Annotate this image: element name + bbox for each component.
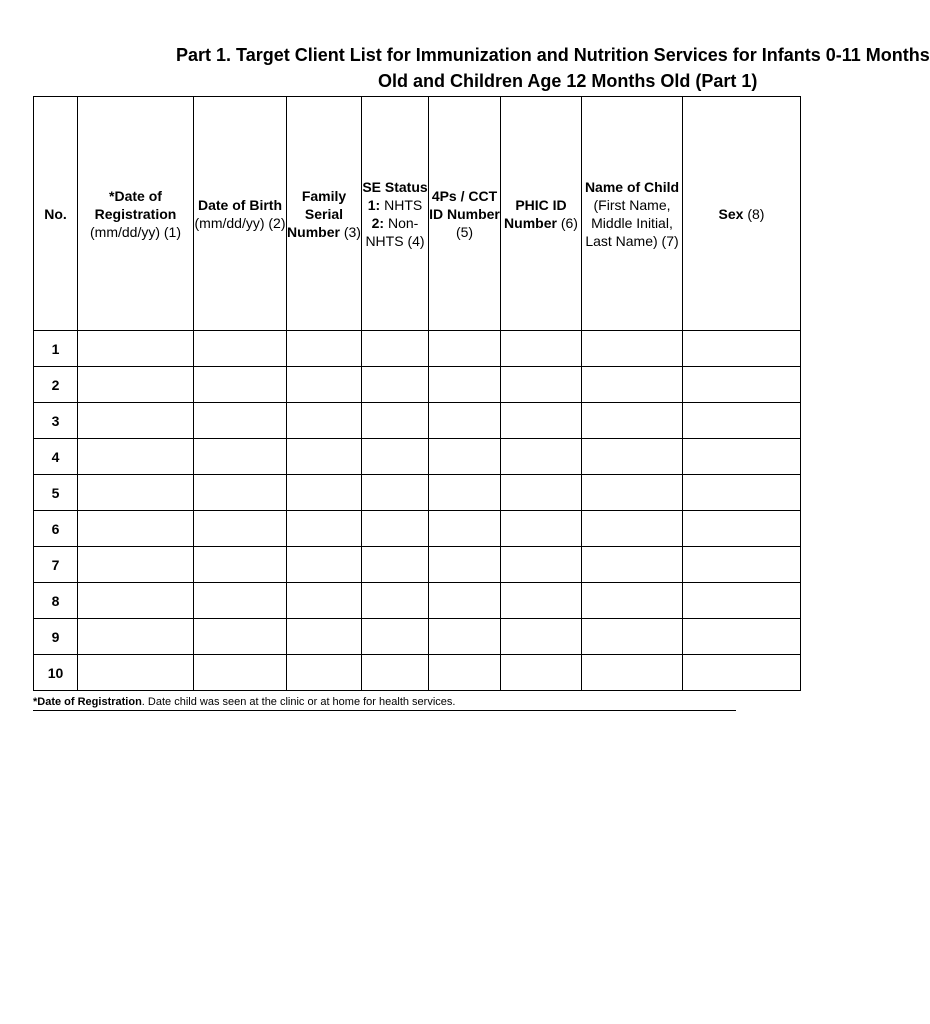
row-number: 7	[34, 547, 78, 583]
row-number: 1	[34, 331, 78, 367]
table-cell[interactable]	[362, 511, 429, 547]
table-cell[interactable]	[429, 511, 501, 547]
table-cell[interactable]	[78, 511, 194, 547]
table-cell[interactable]	[501, 619, 582, 655]
table-row	[34, 655, 801, 691]
column-header-text: SE Status 1:	[362, 178, 428, 213]
table-cell[interactable]	[582, 547, 683, 583]
table-cell[interactable]	[194, 547, 287, 583]
table-cell[interactable]	[501, 583, 582, 619]
table-cell[interactable]	[429, 547, 501, 583]
column-header-text: (5)	[455, 223, 474, 240]
page-title-line-2: Old and Children Age 12 Months Old (Part 1)	[378, 71, 758, 91]
table-cell[interactable]	[194, 511, 287, 547]
table-cell[interactable]	[194, 331, 287, 367]
table-cell[interactable]	[287, 403, 362, 439]
table-cell[interactable]	[287, 619, 362, 655]
column-header-text: (First Name, Middle Initial, Last Name) (7)	[585, 196, 679, 249]
column-header-text: (mm/dd/yy) (2)	[194, 214, 286, 231]
table-cell[interactable]	[78, 619, 194, 655]
table-cell[interactable]	[78, 403, 194, 439]
table-cell[interactable]	[501, 367, 582, 403]
table-row	[34, 439, 801, 475]
column-header-text: (3)	[343, 223, 361, 240]
table-cell[interactable]	[582, 583, 683, 619]
table-cell[interactable]	[501, 331, 582, 367]
table-cell[interactable]	[78, 655, 194, 691]
table-body	[34, 331, 801, 691]
table-row	[34, 475, 801, 511]
table-cell[interactable]	[287, 475, 362, 511]
column-header-text: (8)	[747, 205, 765, 222]
table-cell[interactable]	[683, 583, 801, 619]
table-cell[interactable]	[429, 583, 501, 619]
footnote-label: *Date of Registration	[33, 696, 142, 708]
table-cell[interactable]	[683, 655, 801, 691]
table-cell[interactable]	[501, 547, 582, 583]
table-cell[interactable]	[683, 403, 801, 439]
table-cell[interactable]	[429, 475, 501, 511]
table-cell[interactable]	[683, 475, 801, 511]
table-cell[interactable]	[683, 439, 801, 475]
table-cell[interactable]	[683, 367, 801, 403]
column-header-text: (6)	[560, 214, 578, 231]
table-cell[interactable]	[362, 655, 429, 691]
table-cell[interactable]	[429, 331, 501, 367]
table-cell[interactable]	[78, 475, 194, 511]
column-header-2	[78, 97, 194, 331]
table-cell[interactable]	[287, 655, 362, 691]
column-header-4	[287, 97, 362, 331]
table-cell[interactable]	[362, 583, 429, 619]
table-cell[interactable]	[501, 511, 582, 547]
table-cell[interactable]	[501, 439, 582, 475]
column-header-text: Date of Birth	[198, 196, 282, 213]
row-number: 2	[34, 367, 78, 403]
table-cell[interactable]	[683, 619, 801, 655]
table-cell[interactable]	[287, 583, 362, 619]
footnote	[33, 696, 736, 711]
table-header-row	[34, 97, 801, 331]
row-number: 8	[34, 583, 78, 619]
table-cell[interactable]	[582, 439, 683, 475]
column-header-text: NHTS	[384, 196, 423, 213]
table-cell[interactable]	[194, 619, 287, 655]
table-cell[interactable]	[582, 403, 683, 439]
table-cell[interactable]	[78, 547, 194, 583]
column-header-text: 4Ps / CCT ID Number	[429, 187, 500, 222]
table-cell[interactable]	[78, 367, 194, 403]
table-cell[interactable]	[501, 475, 582, 511]
column-header-text: Name of Child	[584, 178, 680, 195]
column-header-text: (mm/dd/yy) (1)	[90, 223, 181, 240]
table-row	[34, 619, 801, 655]
table-cell[interactable]	[429, 655, 501, 691]
table-cell[interactable]	[362, 439, 429, 475]
table-cell[interactable]	[582, 367, 683, 403]
table-cell[interactable]	[501, 655, 582, 691]
table-cell[interactable]	[362, 403, 429, 439]
row-number: 4	[34, 439, 78, 475]
column-header-5	[362, 97, 429, 331]
table-cell[interactable]	[582, 475, 683, 511]
client-list-table-wrapper	[33, 96, 765, 691]
table-cell[interactable]	[194, 583, 287, 619]
client-list-table	[33, 96, 801, 691]
table-cell[interactable]	[429, 619, 501, 655]
table-row	[34, 367, 801, 403]
column-header-text: No.	[44, 205, 67, 222]
column-header-text: Non-NHTS (4)	[365, 214, 425, 249]
table-cell[interactable]	[501, 403, 582, 439]
table-cell[interactable]	[683, 331, 801, 367]
column-header-text: PHIC ID Number	[504, 196, 567, 231]
column-header-8	[582, 97, 683, 331]
row-number: 9	[34, 619, 78, 655]
table-row	[34, 511, 801, 547]
column-header-9	[683, 97, 801, 331]
table-cell[interactable]	[194, 655, 287, 691]
table-cell[interactable]	[362, 619, 429, 655]
table-cell[interactable]	[194, 367, 287, 403]
table-cell[interactable]	[362, 331, 429, 367]
row-number: 10	[34, 655, 78, 691]
table-cell[interactable]	[429, 403, 501, 439]
table-cell[interactable]	[194, 475, 287, 511]
row-number: 3	[34, 403, 78, 439]
column-header-1	[34, 97, 78, 331]
table-cell[interactable]	[429, 439, 501, 475]
table-cell[interactable]	[362, 475, 429, 511]
table-cell[interactable]	[78, 331, 194, 367]
footnote-text: . Date child was seen at the clinic or at home for health services.	[141, 696, 456, 708]
table-cell[interactable]	[78, 439, 194, 475]
table-cell[interactable]	[582, 655, 683, 691]
table-cell[interactable]	[683, 547, 801, 583]
column-header-7	[501, 97, 582, 331]
column-header-text: *Date of Registration	[94, 187, 177, 222]
table-cell[interactable]	[582, 511, 683, 547]
table-cell[interactable]	[194, 439, 287, 475]
column-header-text: 2:	[371, 214, 385, 231]
table-cell[interactable]	[287, 547, 362, 583]
table-cell[interactable]	[582, 331, 683, 367]
table-cell[interactable]	[362, 367, 429, 403]
table-cell[interactable]	[287, 511, 362, 547]
table-row	[34, 331, 801, 367]
table-cell[interactable]	[78, 583, 194, 619]
row-number: 5	[34, 475, 78, 511]
table-cell[interactable]	[287, 439, 362, 475]
page-title-line-1: Part 1. Target Client List for Immunization and Nutrition Services for Infants 0-11 Months	[176, 45, 930, 65]
table-cell[interactable]	[429, 367, 501, 403]
table-row	[34, 403, 801, 439]
table-cell[interactable]	[194, 403, 287, 439]
table-cell[interactable]	[683, 511, 801, 547]
column-header-text: Sex	[718, 205, 744, 222]
column-header-6	[429, 97, 501, 331]
table-cell[interactable]	[582, 619, 683, 655]
column-header-text: Family Serial Number	[287, 187, 347, 240]
table-row	[34, 547, 801, 583]
table-cell[interactable]	[287, 331, 362, 367]
row-number: 6	[34, 511, 78, 547]
table-cell[interactable]	[287, 367, 362, 403]
column-header-3	[194, 97, 287, 331]
table-cell[interactable]	[362, 547, 429, 583]
table-row	[34, 583, 801, 619]
